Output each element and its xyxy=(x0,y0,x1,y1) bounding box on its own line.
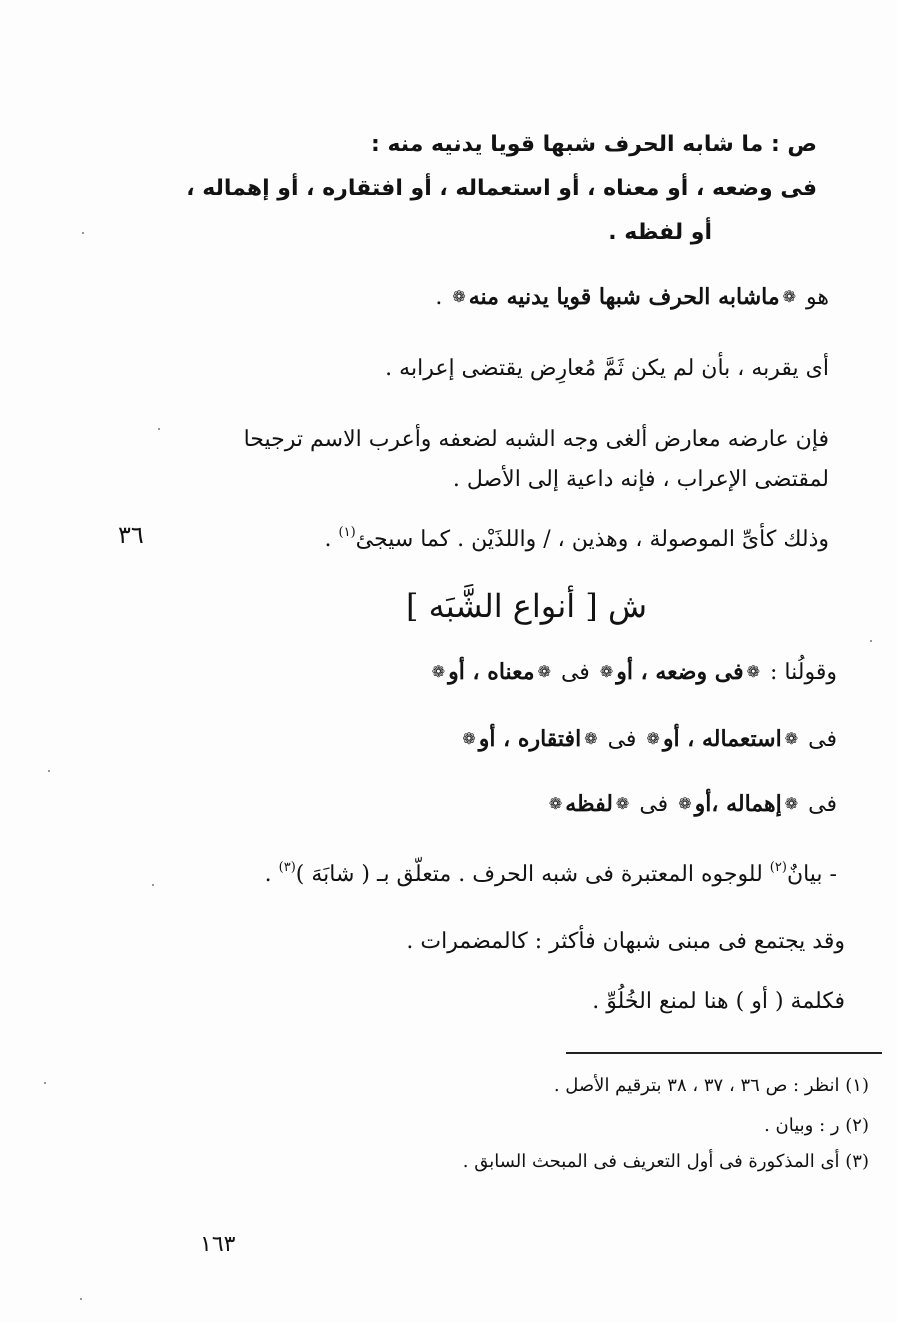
quote-3-b: لفظه xyxy=(565,791,613,817)
quote-1-a: فى وضعه ، أو xyxy=(616,659,744,685)
quote-3-prefix: فى xyxy=(808,792,837,817)
section-heading: ش [ أنواع الشَّبَه ] xyxy=(405,587,647,625)
scan-speck xyxy=(158,428,160,430)
sharh-paragraph-1 xyxy=(435,280,829,315)
ornament-close-icon: ❁ xyxy=(599,662,614,681)
sharh-paragraph-4 xyxy=(325,523,829,557)
quote-line-3 xyxy=(546,787,837,822)
sharh-p4-text: وذلك كأىِّ الموصولة ، وهذين ، / واللذَيْن . كما سيجئ xyxy=(355,527,829,552)
ornament-open-icon: ❁ xyxy=(537,662,551,681)
quote-3-mid: فى xyxy=(639,792,669,817)
ornament-close-icon: ❁ xyxy=(646,729,660,748)
quote-3-a: إهماله ،أو xyxy=(694,791,782,817)
scan-speck xyxy=(44,1082,46,1084)
sharh-paragraph-3-line-2: لمقتضى الإعراب ، فإنه داعية إلى الأصل . xyxy=(452,467,829,492)
quote-1-b: معناه ، أو xyxy=(448,659,535,685)
ornament-open-icon: ❁ xyxy=(746,662,761,681)
ornament-open-icon: ❁ xyxy=(584,729,598,748)
footnote-divider xyxy=(566,1052,882,1054)
scan-speck xyxy=(82,232,84,234)
scan-speck xyxy=(870,640,872,642)
p5-rest: للوجوه المعتبرة فى شبه الحرف . متعلّق بـ ( شابَهَ ) xyxy=(295,862,763,887)
quote-2-a: استعماله ، أو xyxy=(662,726,782,752)
sharh-p1-prefix: هو xyxy=(806,285,829,310)
ornament-close-icon: ❁ xyxy=(678,794,692,813)
footnote-3: (٣) أى المذكورة فى أول التعريف فى المبحث السابق . xyxy=(462,1151,869,1172)
quote-1-prefix: وقولُنا : xyxy=(770,660,837,685)
p5-end: . xyxy=(264,862,272,887)
ornament-open-icon: ❁ xyxy=(782,287,797,306)
ornament-close-icon: ❁ xyxy=(548,794,563,813)
sharh-paragraph-3-line-1: فإن عارضه معارض ألغى وجه الشبه لضعفه وأعرب الاسم ترجيحا xyxy=(243,427,829,452)
quote-2-b: افتقاره ، أو xyxy=(478,726,582,752)
sharh-p4-end: . xyxy=(324,527,332,552)
sharh-p1-quote: ماشابه الحرف شبها قويا يدنيه منه xyxy=(468,284,780,310)
margin-page-number: ٣٦ xyxy=(118,521,144,549)
quote-2-prefix: فى xyxy=(808,727,837,752)
footnote-1: (١) انظر : ص ٣٦ ، ٣٧ ، ٣٨ بترقيم الأصل . xyxy=(553,1075,869,1096)
footnote-ref-2: (٢) xyxy=(769,860,787,875)
body-paragraph-5 xyxy=(265,858,837,892)
ornament-close-icon: ❁ xyxy=(462,729,476,748)
ornament-open-icon: ❁ xyxy=(615,794,630,813)
quote-1-mid: فى xyxy=(560,660,590,685)
quote-line-1 xyxy=(429,655,837,690)
matn-line-3: أو لفظه . xyxy=(608,220,712,245)
footnote-ref-3: (٣) xyxy=(278,860,296,875)
matn-line-2: فى وضعه ، أو معناه ، أو استعماله ، أو افتقاره ، أو إهماله ، xyxy=(186,176,817,201)
scan-speck xyxy=(152,884,154,886)
sharh-p1-suffix: . xyxy=(435,285,443,310)
ornament-close-icon: ❁ xyxy=(431,662,446,681)
footnote-ref-1: (١) xyxy=(338,525,356,540)
quote-line-2 xyxy=(459,722,837,757)
sharh-paragraph-2: أى يقربه ، بأن لم يكن ثَمَّ مُعارِض يقتضى إعرابه . xyxy=(385,356,829,381)
p5-text: - بيانٌ xyxy=(786,862,837,887)
quote-2-mid: فى xyxy=(607,727,637,752)
footnote-2: (٢) ر : وبيان . xyxy=(764,1115,869,1136)
ornament-open-icon: ❁ xyxy=(784,794,799,813)
body-paragraph-7: فكلمة ( أو ) هنا لمنع الخُلُوِّ . xyxy=(592,989,845,1014)
matn-line-1: ص : ما شابه الحرف شبها قويا يدنيه منه : xyxy=(370,132,817,157)
scan-speck xyxy=(80,1298,82,1300)
page-number: ١٦٣ xyxy=(200,1232,236,1257)
body-paragraph-6: وقد يجتمع فى مبنى شبهان فأكثر : كالمضمرات . xyxy=(406,929,845,954)
ornament-open-icon: ❁ xyxy=(784,729,799,748)
scan-speck xyxy=(48,770,50,772)
ornament-close-icon: ❁ xyxy=(452,287,466,306)
